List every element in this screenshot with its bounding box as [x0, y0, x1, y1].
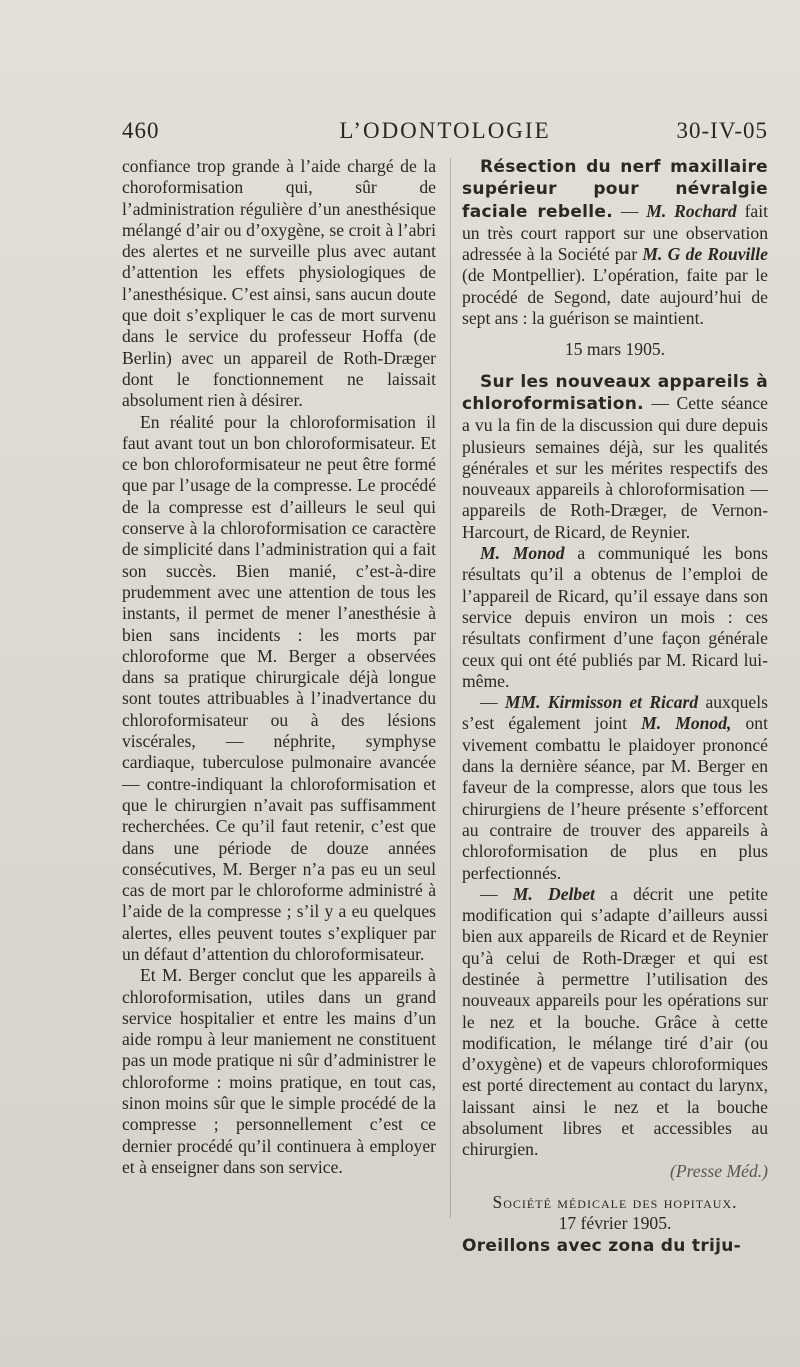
- paragraph-monod: M. Monod a communiqué les bons résultats qu’il a obtenus de l’emploi de l’appareil de Ricard, qu’il essaye dans son service depuis environ un mois : ces résultats confirment d’une façon générale ceux qui ont été publiés par M. Ricard lui-même.: [462, 543, 769, 691]
- left-column: [122, 156, 436, 1178]
- issue-date: 30-IV-05: [676, 118, 768, 143]
- paragraph-kirmisson: — MM. Kirmisson et Ricard auxquels s’est également joint M. Monod, ont vivement combattu le plaidoyer prononcé dans la dernière séance, par M. Berger en faveur de la compresse, alors que tous les chirurgiens de l’heure présente s’efforcent au contraire de trouver des appareils à chloroformisation de plus en plus perfectionnés.: [462, 692, 768, 883]
- section-heading: Oreillons avec zona du triju-: [462, 1235, 742, 1256]
- article-resection: Résection du nerf maxillaire supérieur pour névralgie faciale rebelle. — M. Rochard fait un très court rapport sur une observation adressée à la Société par M. G de Rouville (de Montpellier). L’opération, faite par le procédé de Segond, date aujourd’hui de sept ans : la guérison se maintient.: [462, 157, 769, 329]
- author-name: M. Monod,: [641, 713, 732, 734]
- dateline: 17 février 1905.: [558, 1213, 672, 1234]
- page-number: 460: [122, 118, 160, 143]
- author-name: MM. Kirmisson et Ricard: [504, 692, 699, 713]
- paragraph-delbet: — M. Delbet a décrit une petite modification qui s’adapte d’ailleurs aussi bien aux appareils de Ricard et de Reynier qu’à celui de Roth-Dræger et qui est destinée à permettre l’utilisation des nouveaux appareils pour les opérations sur le nez et la bouche. Grâce à cette modification, le mélange tiré d’air (ou d’oxygène) et de vapeurs chloroformiques est porté directement au contact du larynx, laissant ainsi le nez et la bouche absolument libres et accessibles au chirurgien.: [462, 883, 768, 1160]
- paragraph: En réalité pour la chloroformisation il faut avant tout un bon chloroformisateur. Et ce bon chloroformisateur ne peut être formé que par l’usage de la compresse. Le procédé de la compresse est d’ailleurs le seul qui conserve à la chloroformisation ce caractère de simplicité dans l’administration qui a fait son succès. Bien manié, c’est-à-dire prudemment avec une attention de tous les instants, il permet de mener l’anesthésie à bien sans incidents : les morts par chloroforme que M. Berger a observées dans sa pratique chirurgicale déjà longue sont toutes attribuables à l’inadvertance du chloroformisateur ou à des lésions viscérales, — néphrite, symphyse cardiaque, tuberculose pulmonaire avancée — contre-indiquant la chloroformisation et que le chirurgien n’avait pas suffisamment recherchées. Ce qu’il faut retenir, c’est que dans une période de douze années consécutives, M. Berger n’a pas eu un seul cas de mort par le chloroforme administré à l’aide de la compresse ; s’il y a eu quelques alertes, elles peuvent toutes s’expliquer par un défaut d’attention du chloroformisateur.: [122, 411, 436, 964]
- right-column: [462, 156, 768, 1257]
- paragraph: Et M. Berger conclut que les appareils à chloroformisation, utiles dans un grand service hospitalier et entre les mains d’un aide rompu à leur maniement ne constituent pas un mode pratique ni sûr d’administrer le chloroforme : moins pratique, en tout cas, sinon moins sûr que le simple procédé de la compresse ; personnellement c’est ce dernier procédé qu’il continuera à employer et à enseigner dans son service.: [122, 965, 436, 1177]
- article-chloroformisation: Sur les nouveaux appareils à chloroformisation. — Cette séance a vu la fin de la discussion qui dure depuis plusieurs semaines déjà, sur les qualités générales et sur les mérites respectifs des nouveaux appareils à chloroformisation — appareils de Roth-Dræger, de Vernon-Harcourt, de Ricard, de Reynier.: [462, 371, 768, 542]
- author-name: M. G de Rouville: [642, 244, 768, 265]
- section-heading: Résection du nerf maxillaire supérieur pour névralgie faciale rebelle.: [462, 157, 768, 222]
- author-name: M. Delbet: [512, 883, 595, 904]
- dateline: 15 mars 1905.: [564, 339, 666, 360]
- paragraph: confiance trop grande à l’aide chargé de la choroformisation qui, sûr de l’administration régulière d’un anesthésique mélangé d’air ou d’oxygène, se croit à l’abri des alertes et ne surveille plus avec autant d’attention les effets physiologiques de l’anesthésique. C’est ainsi, sans aucun doute que doit s’expliquer le cas de mort survenu dans le service du professeur Hoffa (de Berlin) avec un appareil de Roth-Dræger dont le fonctionnement ne laissait absolument rien à désirer.: [122, 156, 436, 411]
- article-oreillons: [462, 1235, 768, 1257]
- author-name: M. Rochard: [646, 200, 737, 221]
- source-citation: (Presse Méd.): [669, 1160, 768, 1181]
- society-heading: Société médicale des hopitaux.: [492, 1191, 738, 1212]
- column-divider: [450, 158, 451, 1218]
- journal-title: L’ODONTOLOGIE: [339, 118, 551, 143]
- author-name: M. Monod: [480, 543, 565, 564]
- section-heading: Sur les nouveaux appareils à chloroformisation.: [462, 371, 768, 414]
- page-header: [122, 118, 768, 148]
